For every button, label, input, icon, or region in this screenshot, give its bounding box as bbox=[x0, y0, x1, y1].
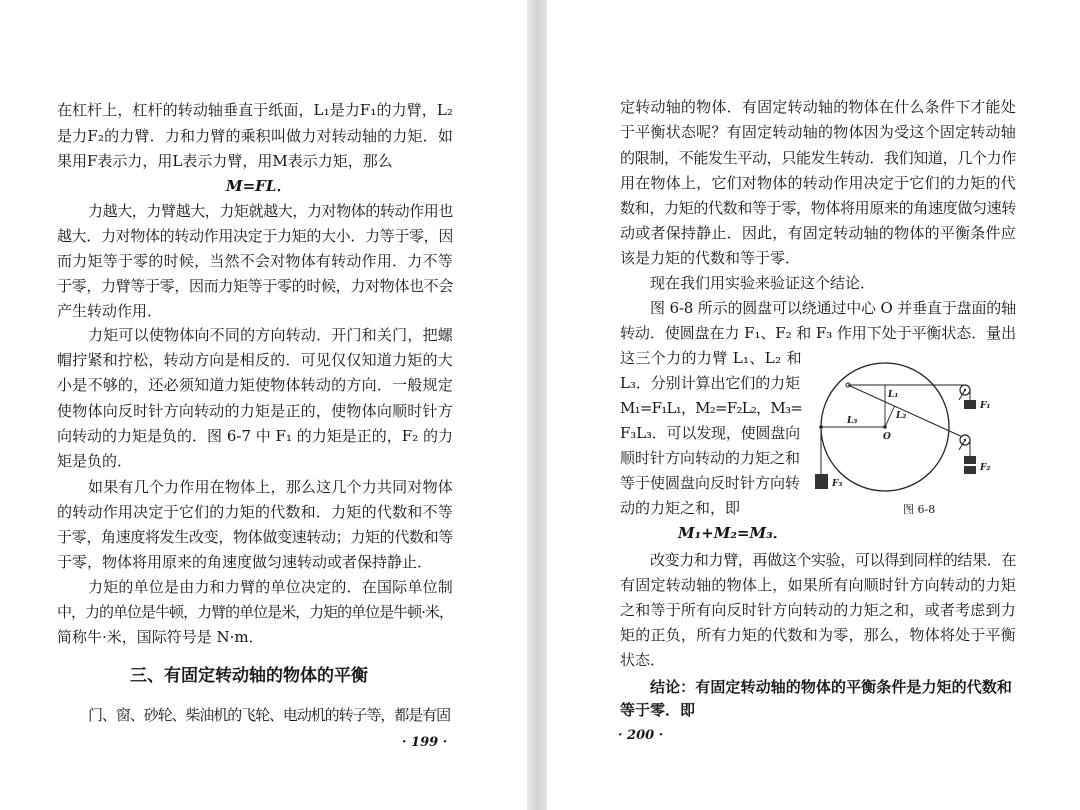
conclusion-line: 等于零．即 bbox=[620, 701, 696, 719]
left-page bbox=[0, 0, 527, 810]
lever-arm-l2 bbox=[885, 406, 895, 427]
left-text-line: 于零，角速度将发生改变，物体做变速转动；力矩的代数和等 bbox=[57, 528, 453, 546]
label-f1: F₁ bbox=[980, 401, 991, 411]
right-text-line: 改变力和力臂，再做这个实验，可以得到同样的结果．在 bbox=[650, 551, 1016, 569]
right-text-line: 有固定转动轴的物体上，如果所有向顺时针方向转动的力矩 bbox=[620, 576, 1016, 594]
formula-balance: M₁+M₂=M₃． bbox=[678, 524, 788, 542]
figure-caption: 图 6-8 bbox=[903, 503, 936, 516]
right-text-line: 现在我们用实验来验证这个结论． bbox=[650, 274, 876, 292]
left-text-line: 门、窗、砂轮、柴油机的飞轮、电动机的转子等，都是有固 bbox=[88, 706, 450, 724]
left-text-line: 力矩可以使物体向不同的方向转动．开门和关门，把螺 bbox=[88, 326, 453, 344]
left-text-line: 帽拧紧和拧松，转动方向是相反的．可见仅仅知道力矩的大 bbox=[57, 351, 453, 369]
right-text-line: 该是力矩的代数和等于零． bbox=[620, 249, 801, 267]
right-text-line: 图 6-8 所示的圆盘可以绕通过中心 O 并垂直于盘面的轴 bbox=[650, 299, 1016, 317]
right-text-line: 之和等于所有向反时针方向转动的力矩之和，或者考虑到力 bbox=[620, 601, 1016, 619]
right-text-line: 动或者保持静止．因此，有固定转动轴的物体的平衡条件应 bbox=[620, 224, 1016, 242]
label-l1: L₁ bbox=[888, 390, 899, 400]
left-text-line: 的转动作用决定于它们的力矩的代数和．力矩的代数和不等 bbox=[57, 503, 453, 521]
right-text-line: 于平衡状态呢？有固定转动轴的物体因为受这个固定转动轴 bbox=[620, 123, 1016, 141]
page-number: · 199 · bbox=[402, 735, 448, 750]
label-f2: F₂ bbox=[980, 463, 991, 473]
right-text-line: 顺时针方向转动的力矩之和 bbox=[620, 449, 800, 467]
weight-f2-lower bbox=[964, 466, 976, 474]
left-text-line: 而力矩等于零的时候，当然不会对物体有转动作用．力不等 bbox=[57, 252, 453, 270]
right-text-line: 定转动轴的物体．有固定转动轴的物体在什么条件下才能处 bbox=[620, 98, 1016, 116]
left-text-line: 于零，力臂等于零，因而力矩等于零的时候，力对物体也不会 bbox=[57, 277, 453, 295]
weight-f2-upper bbox=[964, 456, 976, 464]
right-text-line: 数和，力矩的代数和等于零，物体将用原来的角速度做匀速转 bbox=[620, 199, 1016, 217]
right-text-line: L₃．分别计算出它们的力矩 bbox=[620, 374, 800, 392]
section-heading: 三、有固定转动轴的物体的平衡 bbox=[130, 666, 368, 686]
left-text-line: 如果有几个力作用在物体上，那么这几个力共同对物体 bbox=[88, 478, 453, 496]
right-page bbox=[547, 0, 1080, 810]
left-text-line: 向转动的力矩是负的．图 6-7 中 F₁ 的力矩是正的，F₂ 的力 bbox=[57, 427, 453, 445]
formula-moment: M=FL． bbox=[226, 177, 292, 195]
left-text-line: 力越大，力臂越大，力矩就越大，力对物体的转动作用也 bbox=[88, 202, 453, 220]
left-text-line: 使物体向反时针方向转动的力矩是正的，使物体向顺时针方 bbox=[57, 402, 453, 420]
page-gutter bbox=[527, 0, 547, 810]
right-text-line: 转动．使圆盘在力 F₁、F₂ 和 F₃ 作用下处于平衡状态．量出 bbox=[620, 324, 1016, 342]
label-f3: F₃ bbox=[832, 479, 843, 489]
left-text-line: 果用F表示力，用L表示力臂，用M表示力矩，那么 bbox=[57, 152, 393, 170]
right-text-line: 的限制，不能发生平动，只能发生转动．我们知道，几个力作 bbox=[620, 149, 1016, 167]
weight-f1 bbox=[964, 400, 976, 409]
left-text-line: 于零，物体将用原来的角速度做匀速转动或者保持静止． bbox=[57, 553, 433, 571]
page-number: · 200 · bbox=[618, 728, 664, 743]
left-text-line: 小是不够的，还必须知道力矩使物体转动的方向．一般规定 bbox=[57, 376, 453, 394]
right-text-line: 矩的正负，所有力矩的代数和为零，那么，物体将处于平衡 bbox=[620, 626, 1016, 644]
left-text-line: 中，力的单位是牛顿，力臂的单位是米，力矩的单位是牛顿·米， bbox=[57, 603, 453, 621]
left-text-line: 力矩的单位是由力和力臂的单位决定的．在国际单位制 bbox=[88, 578, 453, 596]
weight-f3 bbox=[815, 474, 828, 489]
figure-6-8 bbox=[810, 360, 1020, 525]
conclusion-line: 结论：有固定转动轴的物体的平衡条件是力矩的代数和 bbox=[650, 678, 1012, 696]
label-o: O bbox=[883, 432, 891, 442]
label-l2: L₂ bbox=[896, 411, 907, 421]
right-text-line: 动的力矩之和，即 bbox=[620, 499, 741, 517]
right-text-line: M₁=F₁L₁，M₂=F₂L₂，M₃= bbox=[620, 399, 802, 417]
left-text-line: 在杠杆上，杠杆的转动轴垂直于纸面，L₁是力F₁的力臂，L₂ bbox=[57, 101, 453, 119]
left-text-line: 产生转动作用． bbox=[57, 302, 163, 320]
right-text-line: F₃L₃．可以发现，使圆盘向 bbox=[620, 424, 800, 442]
right-text-line: 等于使圆盘向反时针方向转 bbox=[620, 474, 800, 492]
right-text-line: 用在物体上，它们对物体的转动作用决定于它们的力矩的代 bbox=[620, 174, 1016, 192]
label-l3: L₃ bbox=[847, 416, 858, 426]
right-text-line: 状态． bbox=[620, 651, 666, 669]
left-text-line: 是力F₂的力臂．力和力臂的乘积叫做力对转动轴的力矩．如 bbox=[57, 127, 453, 145]
left-text-line: 简称牛·米，国际符号是 N·m． bbox=[57, 628, 264, 646]
left-text-line: 矩是负的． bbox=[57, 452, 133, 470]
right-text-line: 这三个力的力臂 L₁、L₂ 和 bbox=[620, 349, 802, 367]
left-text-line: 越大．力对物体的转动作用决定于力矩的大小．力等于零，因 bbox=[57, 227, 453, 245]
